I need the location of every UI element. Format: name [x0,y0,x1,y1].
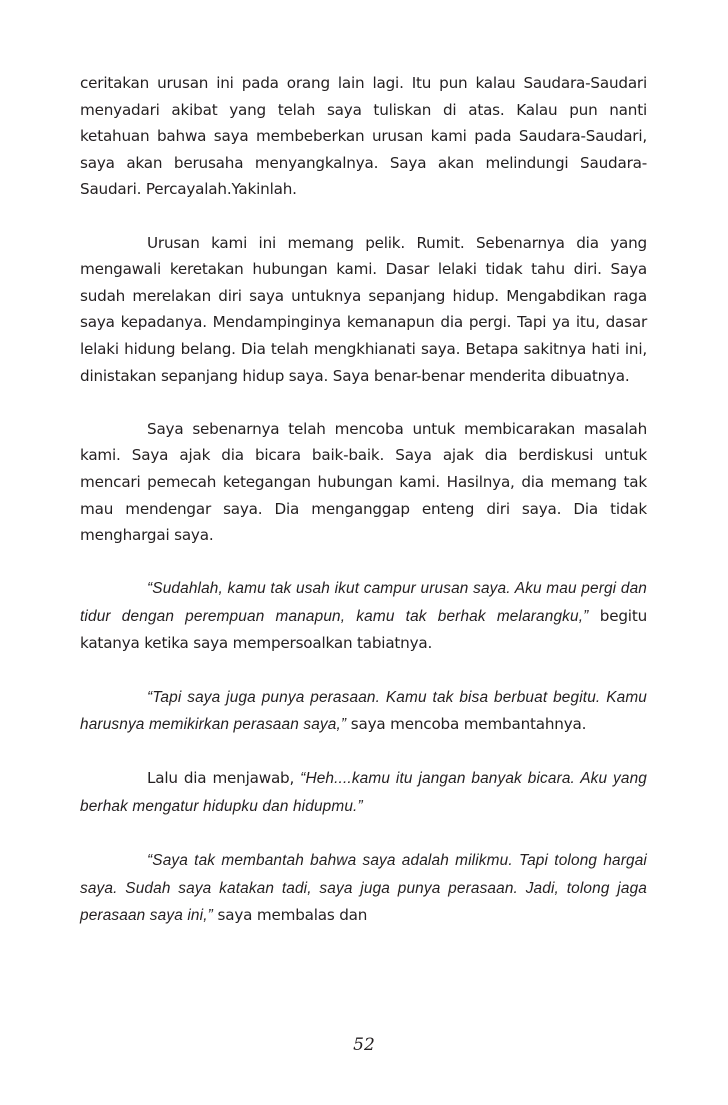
paragraph-6-quote: “Heh....kamu itu jangan banyak bicara. Aku yang berhak mengatur hidupku dan hidupmu.” [80,770,648,816]
paragraph-5-text: saya mencoba membantahnya. [346,715,587,734]
paragraph-2 [80,230,647,390]
paragraph-6-lead: Lalu dia menjawab, [147,769,301,788]
paragraph-1 [80,70,647,203]
paragraph-7 [80,847,647,930]
page-number: 52 [353,1035,375,1055]
paragraph-4-text: begitu katanya ketika saya mempersoalkan tabiatnya. [80,606,647,653]
paragraph-3-text: Saya sebenarnya telah mencoba untuk membicarakan masalah kami. Saya ajak dia bicara baik-baik. Saya ajak dia berdiskusi untuk mencari pemecah ketegangan hubungan kami. Hasilnya, dia memang tak mau mendengar saya. Dia menganggap enteng diri saya. Dia tidak menghargai saya. [80,419,647,545]
paragraph-4 [80,575,647,657]
paragraph-2-text: Urusan kami ini memang pelik. Rumit. Sebenarnya dia yang mengawali keretakan hubungan kami. Dasar lelaki tidak tahu diri. Saya sudah merelakan diri saya untuknya sepanjang hidup. Mengabdikan raga saya kepadanya. Mendampinginya kemanapun dia pergi. Tapi ya itu, dasar lelaki hidung belang. Dia telah mengkhianati saya. Betapa sakitnya hati ini, dinistakan sepanjang hidup saya. Saya benar-benar menderita dibuatnya. [80,233,647,385]
paragraph-7-quote: “Saya tak membantah bahwa saya adalah milikmu. Tapi tolong hargai saya. Sudah saya katakan tadi, saya juga punya perasaan. Jadi, tolong jaga perasaan saya ini,” [80,852,647,925]
paragraph-1-text: ceritakan urusan ini pada orang lain lagi. Itu pun kalau Saudara-Saudari menyadari akibat yang telah saya tuliskan di atas. Kalau pun nanti ketahuan bahwa saya membeberkan urusan kami pada Saudara-Saudari, saya akan berusaha menyangkalnya. Saya akan melindungi Saudara-Saudari. Percayalah.Yakinlah. [80,74,647,199]
page-body [80,70,647,957]
paragraph-5-quote: “Tapi saya juga punya perasaan. Kamu tak bisa berbuat begitu. Kamu harusnya memikirkan perasaan saya,” [80,688,647,734]
paragraph-5 [80,684,647,739]
paragraph-7-text: saya membalas dan [212,906,368,925]
paragraph-6 [80,765,647,820]
paragraph-3 [80,416,647,549]
paragraph-4-quote: “Sudahlah, kamu tak usah ikut campur urusan saya. Aku mau pergi dan tidur dengan perempuan manapun, kamu tak berhak melarangku,” [80,580,647,625]
